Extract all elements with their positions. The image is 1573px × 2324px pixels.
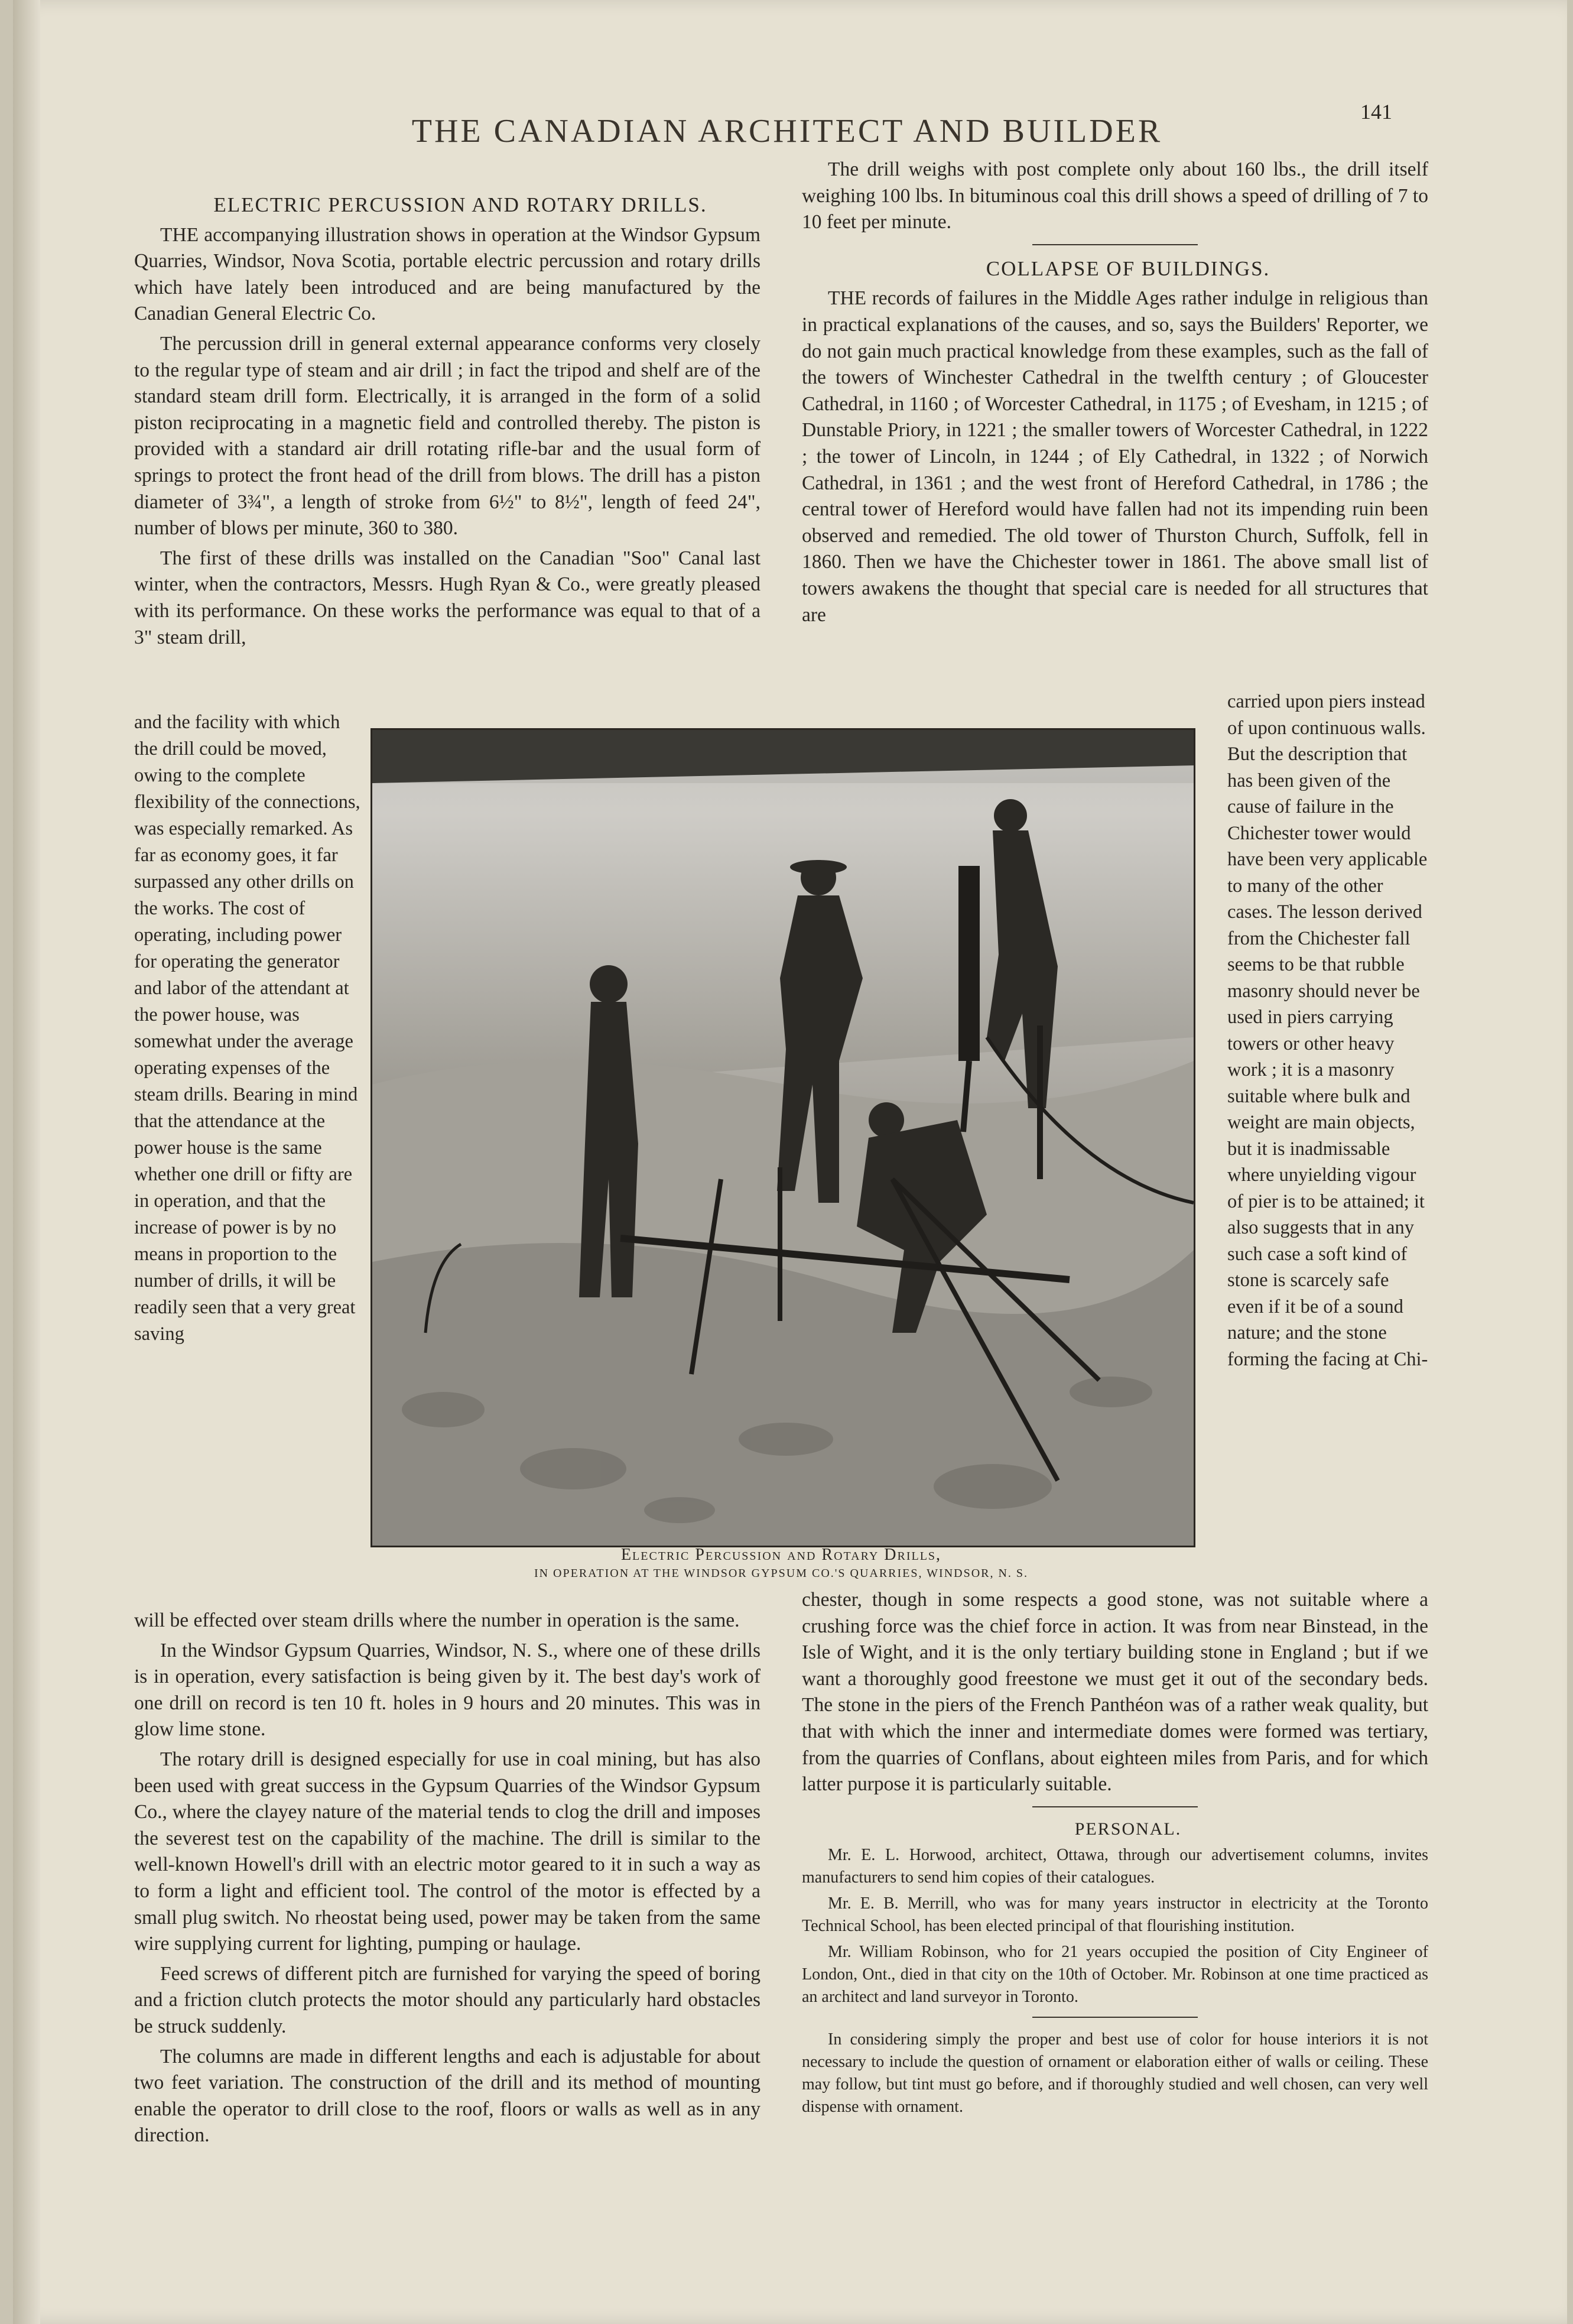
caption-subtitle: IN OPERATION AT THE WINDSOR GYPSUM CO.'S QUARRIES, WINDSOR, N. S.	[534, 1567, 1029, 1580]
quarry-drill-illustration	[372, 730, 1194, 1546]
section-title-personal: PERSONAL.	[1074, 1819, 1182, 1839]
paragraph: Mr. E. B. Merrill, who was for many years instructor in electricity at the Toronto Technical School, has been elected principal of that flourishing institution.	[802, 1894, 1428, 1935]
article-collapse-narrow	[1227, 689, 1428, 1376]
paragraph: and the facility with which the drill could be moved, owing to the complete flexibility of the connections, was especially remarked. As far as economy goes, it far surpassed any other drills on the works. The cost of operating, including power for operating the generator and labor of the attendant at the power house, was somewhat under the average operating expenses of the steam drills. Bearing in mind that the attendance at the power house is the same whether one drill or fifty are in operation, and that the increase of power is by no means in proportion to the number of drills, it will be readily seen that a very great saving	[134, 712, 360, 1345]
article-electric-drills-narrow	[134, 709, 362, 1351]
quarry-photograph	[370, 728, 1195, 1547]
paragraph: Mr. William Robinson, who for 21 years occupied the position of City Engineer of London, Ont., died in that city on the 10th of October. Mr. Robinson at one time practiced as an architect and land surveyor in Toronto.	[802, 1942, 1428, 2006]
article-title-collapse: COLLAPSE OF BUILDINGS.	[986, 257, 1270, 280]
article-electric-drills-top	[134, 192, 760, 654]
magazine-page	[13, 0, 1567, 2324]
caption-title: Electric Percussion and Rotary Drills,	[620, 1546, 942, 1564]
page-number: 141	[1360, 100, 1392, 124]
paragraph: chester, though in some respects a good stone, was not suitable where a crushing force was the chief force in action. It was from near Binstead, in the Isle of Wight, and it is the only tertiary building stone in England ; but if we want a thoroughly good freestone we must get it out of the secondary beds. The stone in the piers of the French Panthéon was of a rather weak quality, but that with which the inner and intermediate domes were formed was tertiary, from the quarries of Conflans, about eighteen miles from Paris, and for which latter purpose it is particularly suitable.	[802, 1589, 1428, 1796]
paragraph: THE records of failures in the Middle Ages rather indulge in religious than in practical explanations of the causes, and so, says the Builders' Reporter, we do not gain much practical knowledge from these examples, such as the fall of the towers of Winchester Cathedral in the twelfth century ; of Gloucester Cathedral, in 1160 ; of Worcester Cathedral, in 1175 ; of Evesham, in 1215 ; of Dunstable Priory, in 1221 ; the smaller towers of Worcester Cathedral, in 1222 ; the tower of Lincoln, in 1244 ; of Ely Cathedral, in 1322 ; of Norwich Cathedral, in 1361 ; and the west front of Hereford Cathedral, in 1786 ; the central tower of Hereford would have fallen had not its impending ruin been observed and remedied. The old tower of Thurston Church, Suffolk, fell in 1860. Then we have the Chichester tower in 1861. The above small list of towers awakens the thought that special care is needed for all structures that are	[802, 287, 1428, 626]
running-header: THE CANADIAN ARCHITECT AND BUILDER	[411, 113, 1163, 150]
paragraph: In considering simply the proper and best use of color for house interiors it is not necessary to include the question of ornament or elaboration either of walls or ceiling. These may follow, but tint must go before, and if thoroughly studied and well chosen, can very well dispense with ornament.	[802, 2030, 1428, 2116]
paragraph: The rotary drill is designed especially for use in coal mining, but has also been used with great success in the Gypsum Quarries of the Windsor Gypsum Co., where the clayey nature of the material tends to clog the drill and imposes the severest test on the capability of the machine. The drill is similar to the well-known Howell's drill with an electric motor geared to it in such a way as to form a light and efficient tool. The control of the motor is effected by a small plug switch. No rheostat being used, power may be taken from the same wire supplying current for lighting, pumping or haulage.	[134, 1748, 760, 1955]
paragraph: Mr. E. L. Horwood, architect, Ottawa, through our advertisement columns, invites manufacturers to send him copies of their catalogues.	[802, 1845, 1428, 1887]
article-title-electric-drills: ELECTRIC PERCUSSION AND ROTARY DRILLS.	[213, 193, 707, 216]
article-electric-drills-bottom	[134, 1608, 760, 2153]
article-collapse-bottom	[802, 1587, 1428, 2122]
divider	[1032, 1806, 1198, 1807]
divider	[1032, 2017, 1198, 2018]
paragraph: In the Windsor Gypsum Quarries, Windsor, N. S., where one of these drills is in operation, every satisfaction is being given by it. The best day's work of one drill on record is ten 10 ft. holes in 9 hours and 20 minutes. This was in glow lime stone.	[134, 1639, 760, 1741]
article-collapse-top	[802, 157, 1428, 632]
paragraph: THE accompanying illustration shows in operation at the Windsor Gypsum Quarries, Windsor, Nova Scotia, portable electric percussion and rotary drills which have lately been introduced and are being manufactured by the Canadian General Electric Co.	[134, 223, 760, 325]
divider	[1032, 244, 1198, 245]
page-gutter	[13, 0, 40, 2324]
personal-section	[802, 1818, 1428, 2118]
paragraph: The first of these drills was installed on the Canadian "Soo" Canal last winter, when the contractors, Messrs. Hugh Ryan & Co., were greatly pleased with its performance. On these works the performance was equal to that of a 3" steam drill,	[134, 547, 760, 648]
paragraph: The columns are made in different lengths and each is adjustable for about two feet variation. The construction of the drill and its method of mounting enable the operator to drill close to the roof, floors or walls as well as in any direction.	[134, 2045, 760, 2147]
paragraph: will be effected over steam drills where the number in operation is the same.	[134, 1609, 740, 1631]
paragraph: Feed screws of different pitch are furnished for varying the speed of boring and a friction clutch protects the motor should any particularly hard obstacles be struck suddenly.	[134, 1962, 760, 2037]
paragraph: The percussion drill in general external appearance conforms very closely to the regular type of steam and air drill ; in fact the tripod and shelf are of the standard steam drill form. Electrically, it is arranged in the form of a solid piston reciprocating in a magnetic field and controlled thereby. The piston is provided with a standard air drill rotating rifle-bar and the usual form of springs to protect the front head of the drill from blows. The drill has a piston diameter of 3¾", a length of stroke from 6½" to 8½", length of feed 24", number of blows per minute, 360 to 380.	[134, 332, 760, 540]
paragraph: carried upon piers instead of upon continuous walls. But the description that has been given of the cause of failure in the Chichester tower would have been very applicable to many of the other cases. The lesson derived from the Chichester fall seems to be that rubble masonry should never be used in piers carrying towers or other heavy work ; it is a masonry suitable where bulk and weight are main objects, but it is inadmissable where unyielding vigour of pier is to be attained; it also suggests that in any such case a soft kind of stone is scarcely safe even if it be of a sound nature; and the stone forming the facing at Chi-	[1227, 691, 1428, 1370]
paragraph: The drill weighs with post complete only about 160 lbs., the drill itself weighing 100 lbs. In bituminous coal this drill shows a speed of drilling of 7 to 10 feet per minute.	[802, 158, 1428, 233]
figure-caption	[370, 1546, 1192, 1580]
